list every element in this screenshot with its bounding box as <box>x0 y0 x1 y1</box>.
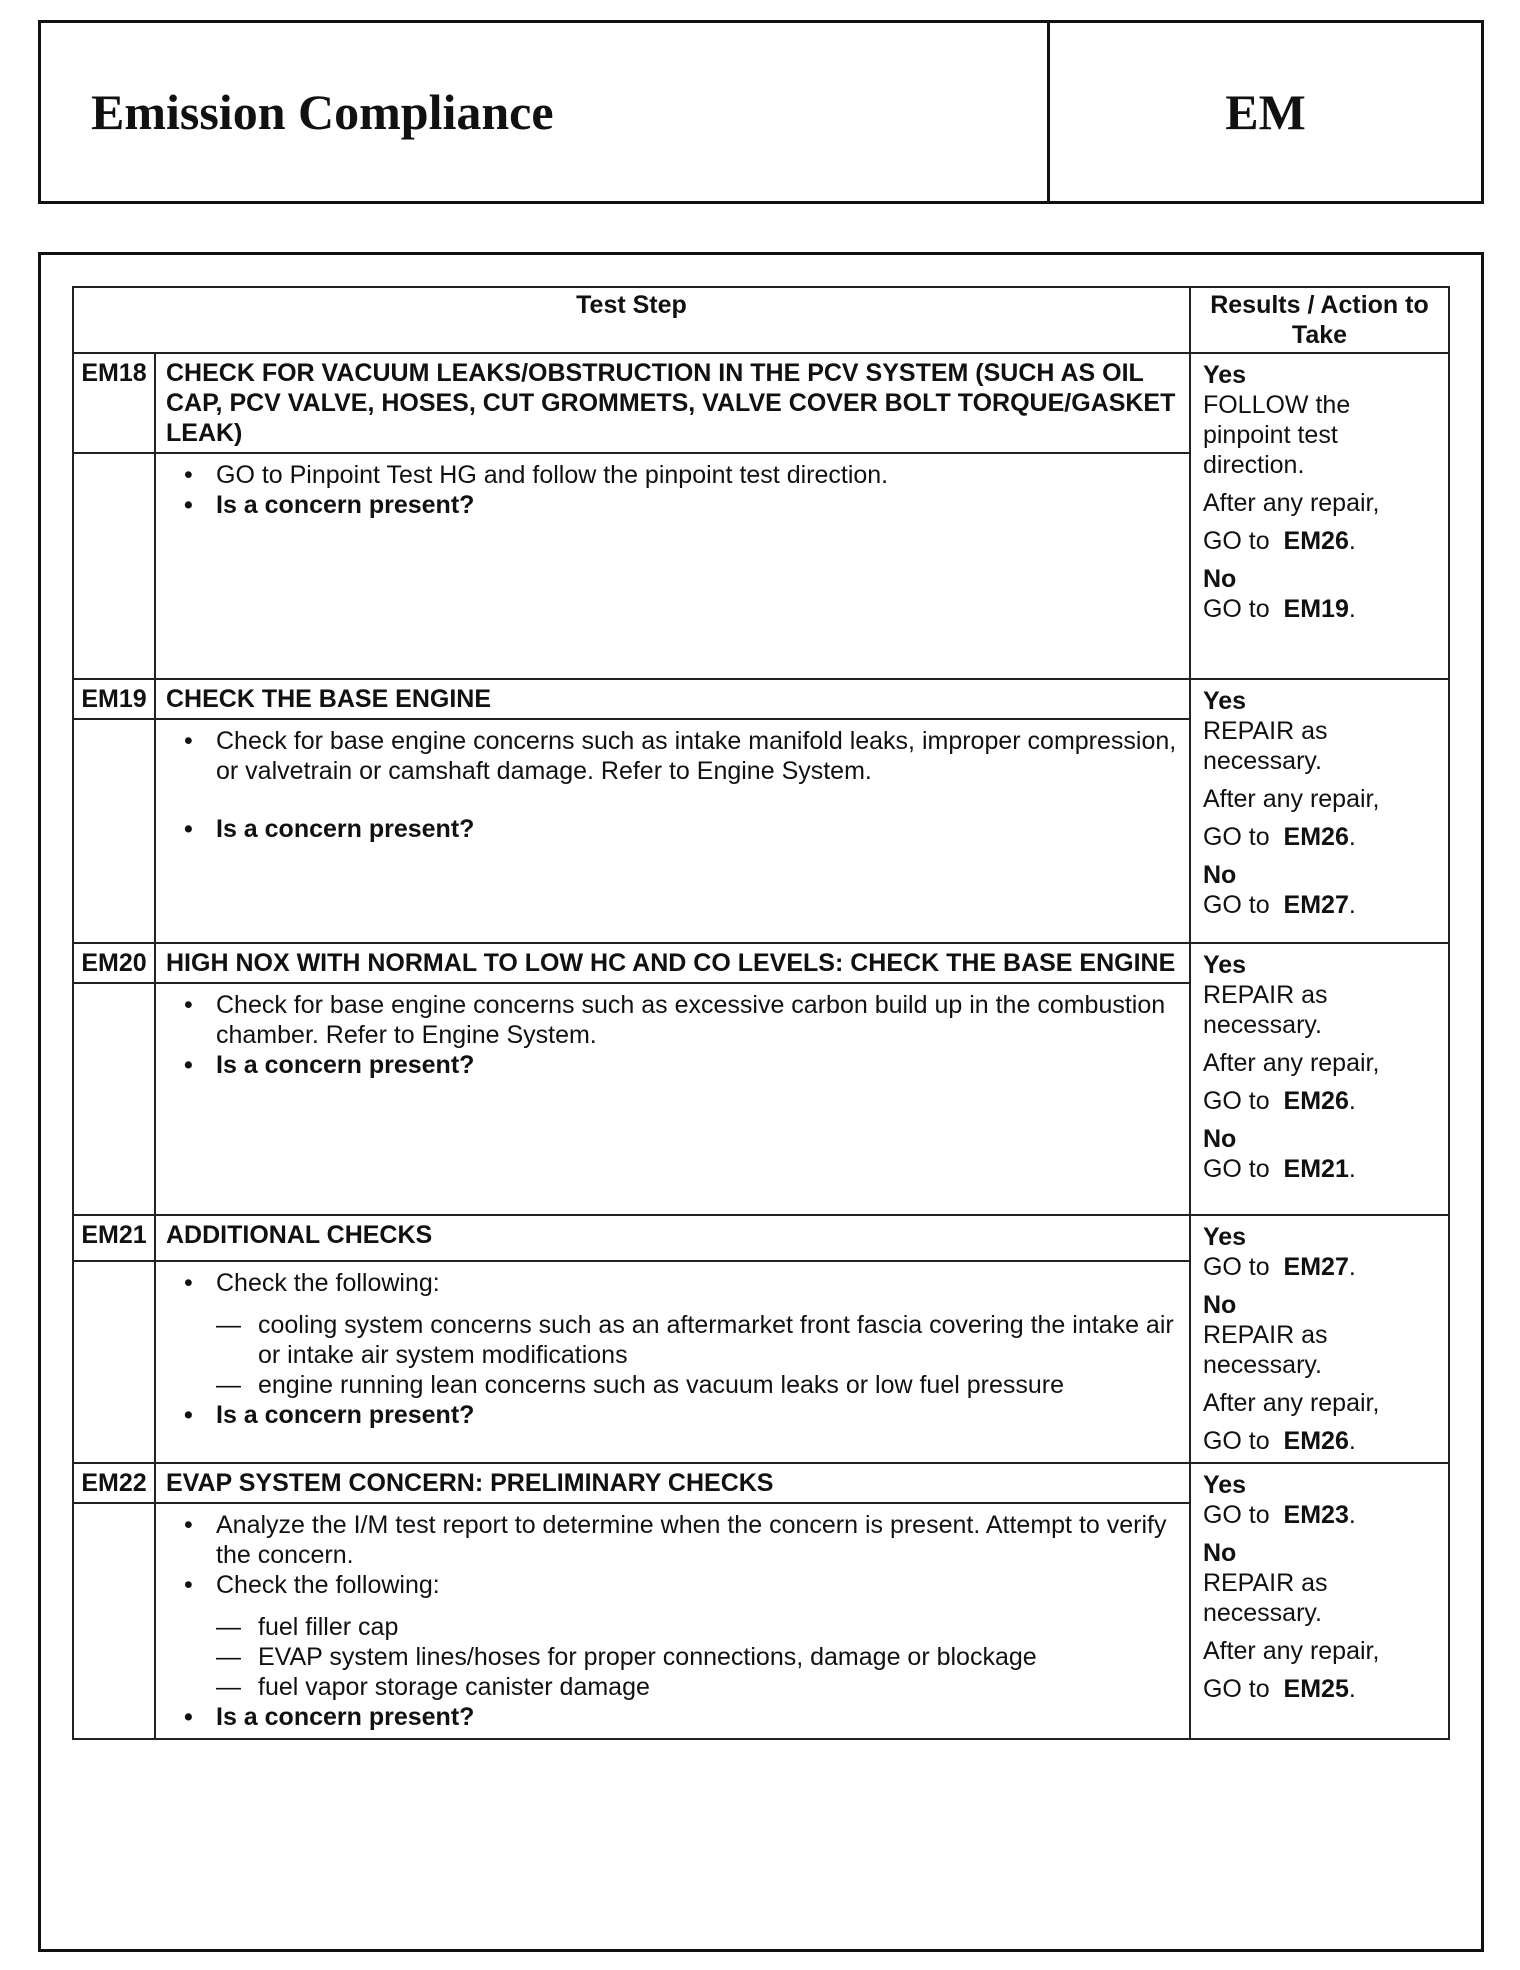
spacer <box>176 1600 1179 1612</box>
column-header-test-step: Test Step <box>73 287 1190 353</box>
period: . <box>1348 823 1356 851</box>
bullet: • <box>184 1511 193 1539</box>
no-action: REPAIR as necessary. <box>1202 1569 1328 1627</box>
instruction-text: Check for base engine concerns such as intake manifold leaks, improper compression, or valvetrain or camshaft damage. Refer to Engine System. <box>216 727 1177 785</box>
dash: — <box>216 1310 241 1339</box>
instruction-text: Check for base engine concerns such as excessive carbon build up in the combustion chamber. Refer to Engine System. <box>216 991 1166 1049</box>
period: . <box>1348 595 1356 623</box>
check-item <box>176 1672 1179 1702</box>
period: . <box>1348 1675 1356 1703</box>
after-repair-text: After any repair, <box>1202 785 1380 813</box>
step-id-spacer <box>73 983 155 1215</box>
go-to-line <box>1203 526 1436 556</box>
step-title-row <box>73 679 1449 719</box>
go-to-label: GO to <box>1202 1155 1270 1183</box>
step-body <box>155 719 1190 943</box>
instruction-text: Check the following: <box>216 1571 440 1599</box>
step-id: EM20 <box>73 943 155 983</box>
yes-action: FOLLOW the pinpoint test direction. <box>1202 391 1351 479</box>
period: . <box>1348 1427 1356 1455</box>
column-header-results: Results / Action to Take <box>1190 287 1449 353</box>
check-item <box>176 1612 1179 1642</box>
step-instruction <box>176 726 1179 786</box>
step-question <box>176 490 1179 520</box>
bullet: • <box>184 815 193 843</box>
go-to-line <box>1203 1674 1436 1704</box>
go-to-line <box>1203 594 1436 624</box>
step-id-spacer <box>73 719 155 943</box>
step-body <box>155 1503 1190 1739</box>
go-to-label: GO to <box>1202 1087 1270 1115</box>
step-instruction <box>176 1510 1179 1570</box>
instruction-text: Analyze the I/M test report to determine when the concern is present. Attempt to verify the concern. <box>216 1511 1167 1569</box>
check-item-text: fuel filler cap <box>258 1613 399 1641</box>
go-to-label: GO to <box>1202 891 1270 919</box>
page-title: Emission Compliance <box>91 84 554 140</box>
period: . <box>1348 1253 1356 1281</box>
go-to-line <box>1203 1500 1436 1530</box>
step-title-row <box>73 943 1449 983</box>
bullet: • <box>184 461 193 489</box>
question-text: Is a concern present? <box>216 1051 475 1079</box>
check-item-text: EVAP system lines/hoses for proper connections, damage or blockage <box>258 1643 1037 1671</box>
step-question <box>176 1400 1179 1430</box>
step-id-spacer <box>73 1261 155 1463</box>
step-id: EM19 <box>73 679 155 719</box>
bullet: • <box>184 1571 193 1599</box>
go-to-label: GO to <box>1202 823 1270 851</box>
dash: — <box>216 1613 241 1641</box>
no-label: No <box>1202 1125 1237 1153</box>
yes-label: Yes <box>1202 951 1247 979</box>
bullet: • <box>184 727 193 755</box>
question-text: Is a concern present? <box>216 815 475 843</box>
dash: — <box>216 1673 241 1701</box>
bullet: • <box>184 1400 193 1429</box>
go-to-label: GO to <box>1202 1427 1270 1455</box>
go-to-label: GO to <box>1202 1675 1270 1703</box>
bullet: • <box>184 991 193 1019</box>
go-to-label: GO to <box>1202 595 1270 623</box>
yes-label: Yes <box>1202 687 1247 715</box>
step-title: CHECK THE BASE ENGINE <box>155 679 1190 719</box>
go-to-label: GO to <box>1202 1501 1270 1529</box>
bullet: • <box>184 491 193 519</box>
after-repair-text: After any repair, <box>1202 1049 1380 1077</box>
step-link[interactable]: EM19 <box>1283 595 1349 623</box>
step-body <box>155 1261 1190 1463</box>
instruction-text: Check the following: <box>216 1268 440 1297</box>
step-link[interactable]: EM26 <box>1283 1087 1349 1115</box>
no-label: No <box>1202 1291 1237 1319</box>
step-result <box>1190 1215 1449 1463</box>
step-body <box>155 453 1190 679</box>
step-body <box>155 983 1190 1215</box>
question-text: Is a concern present? <box>216 491 475 519</box>
step-instruction <box>176 990 1179 1050</box>
step-result <box>1190 353 1449 679</box>
test-step-table <box>72 286 1450 1740</box>
check-item <box>176 1370 1179 1400</box>
yes-action: REPAIR as necessary. <box>1202 717 1328 775</box>
dash: — <box>216 1370 241 1399</box>
step-id-spacer <box>73 453 155 679</box>
step-link[interactable]: EM26 <box>1283 823 1349 851</box>
check-item <box>176 1642 1179 1672</box>
table-header-row <box>73 287 1449 353</box>
step-title: CHECK FOR VACUUM LEAKS/OBSTRUCTION IN THE PCV SYSTEM (SUCH AS OIL CAP, PCV VALVE, HOSES, CUT GROMMETS, VALVE COVER BOLT TORQUE/GASKET LEAK) <box>155 353 1190 453</box>
go-to-line <box>1203 890 1436 920</box>
step-link[interactable]: EM27 <box>1283 891 1349 919</box>
step-id-spacer <box>73 1503 155 1739</box>
go-to-line <box>1203 1086 1436 1116</box>
step-link[interactable]: EM23 <box>1283 1501 1349 1529</box>
no-label: No <box>1202 565 1237 593</box>
spacer <box>176 786 1179 814</box>
step-question <box>176 1050 1179 1080</box>
check-item <box>176 1310 1179 1370</box>
yes-label: Yes <box>1202 1471 1247 1499</box>
step-link[interactable]: EM21 <box>1283 1155 1349 1183</box>
spacer <box>176 1298 1179 1310</box>
step-title: EVAP SYSTEM CONCERN: PRELIMINARY CHECKS <box>155 1463 1190 1503</box>
step-id: EM21 <box>73 1215 155 1261</box>
yes-label: Yes <box>1202 1223 1247 1251</box>
step-result <box>1190 679 1449 943</box>
step-title-row <box>73 1463 1449 1503</box>
period: . <box>1348 1501 1356 1529</box>
after-repair-text: After any repair, <box>1202 1389 1380 1417</box>
check-item-text: cooling system concerns such as an aftermarket front fascia covering the intake air or intake air system modifications <box>258 1310 1174 1369</box>
step-id: EM18 <box>73 353 155 453</box>
step-result <box>1190 943 1449 1215</box>
step-instruction <box>176 460 1179 490</box>
bullet: • <box>184 1703 193 1731</box>
step-link[interactable]: EM26 <box>1283 527 1349 555</box>
go-to-line <box>1203 1252 1436 1282</box>
question-text: Is a concern present? <box>216 1703 475 1731</box>
period: . <box>1348 891 1356 919</box>
go-to-line <box>1203 1426 1436 1456</box>
period: . <box>1348 1155 1356 1183</box>
no-label: No <box>1202 1539 1237 1567</box>
yes-label: Yes <box>1202 361 1247 389</box>
step-title: ADDITIONAL CHECKS <box>155 1215 1190 1261</box>
dash: — <box>216 1643 241 1671</box>
step-instruction <box>176 1570 1179 1600</box>
period: . <box>1348 527 1356 555</box>
go-to-line <box>1203 1154 1436 1184</box>
yes-action: REPAIR as necessary. <box>1202 981 1328 1039</box>
step-id: EM22 <box>73 1463 155 1503</box>
step-instruction <box>176 1268 1179 1298</box>
after-repair-text: After any repair, <box>1202 489 1380 517</box>
page-header <box>38 20 1484 204</box>
section-code: EM <box>1225 84 1306 140</box>
step-title-row <box>73 1215 1449 1261</box>
instruction-text: GO to Pinpoint Test HG and follow the pinpoint test direction. <box>216 461 889 489</box>
go-to-label: GO to <box>1202 1253 1270 1281</box>
bullet: • <box>184 1268 193 1297</box>
go-to-line <box>1203 822 1436 852</box>
after-repair-text: After any repair, <box>1202 1637 1380 1665</box>
no-action: REPAIR as necessary. <box>1202 1321 1328 1379</box>
step-link[interactable]: EM25 <box>1283 1675 1349 1703</box>
step-result <box>1190 1463 1449 1739</box>
question-text: Is a concern present? <box>216 1400 475 1429</box>
check-item-text: fuel vapor storage canister damage <box>258 1673 650 1701</box>
period: . <box>1348 1087 1356 1115</box>
go-to-label: GO to <box>1202 527 1270 555</box>
step-link[interactable]: EM27 <box>1283 1253 1349 1281</box>
step-title: HIGH NOX WITH NORMAL TO LOW HC AND CO LEVELS: CHECK THE BASE ENGINE <box>155 943 1190 983</box>
step-title-row <box>73 353 1449 453</box>
step-question <box>176 1702 1179 1732</box>
step-question <box>176 814 1179 844</box>
no-label: No <box>1202 861 1237 889</box>
step-link[interactable]: EM26 <box>1283 1427 1349 1455</box>
bullet: • <box>184 1051 193 1079</box>
check-item-text: engine running lean concerns such as vacuum leaks or low fuel pressure <box>258 1370 1065 1399</box>
